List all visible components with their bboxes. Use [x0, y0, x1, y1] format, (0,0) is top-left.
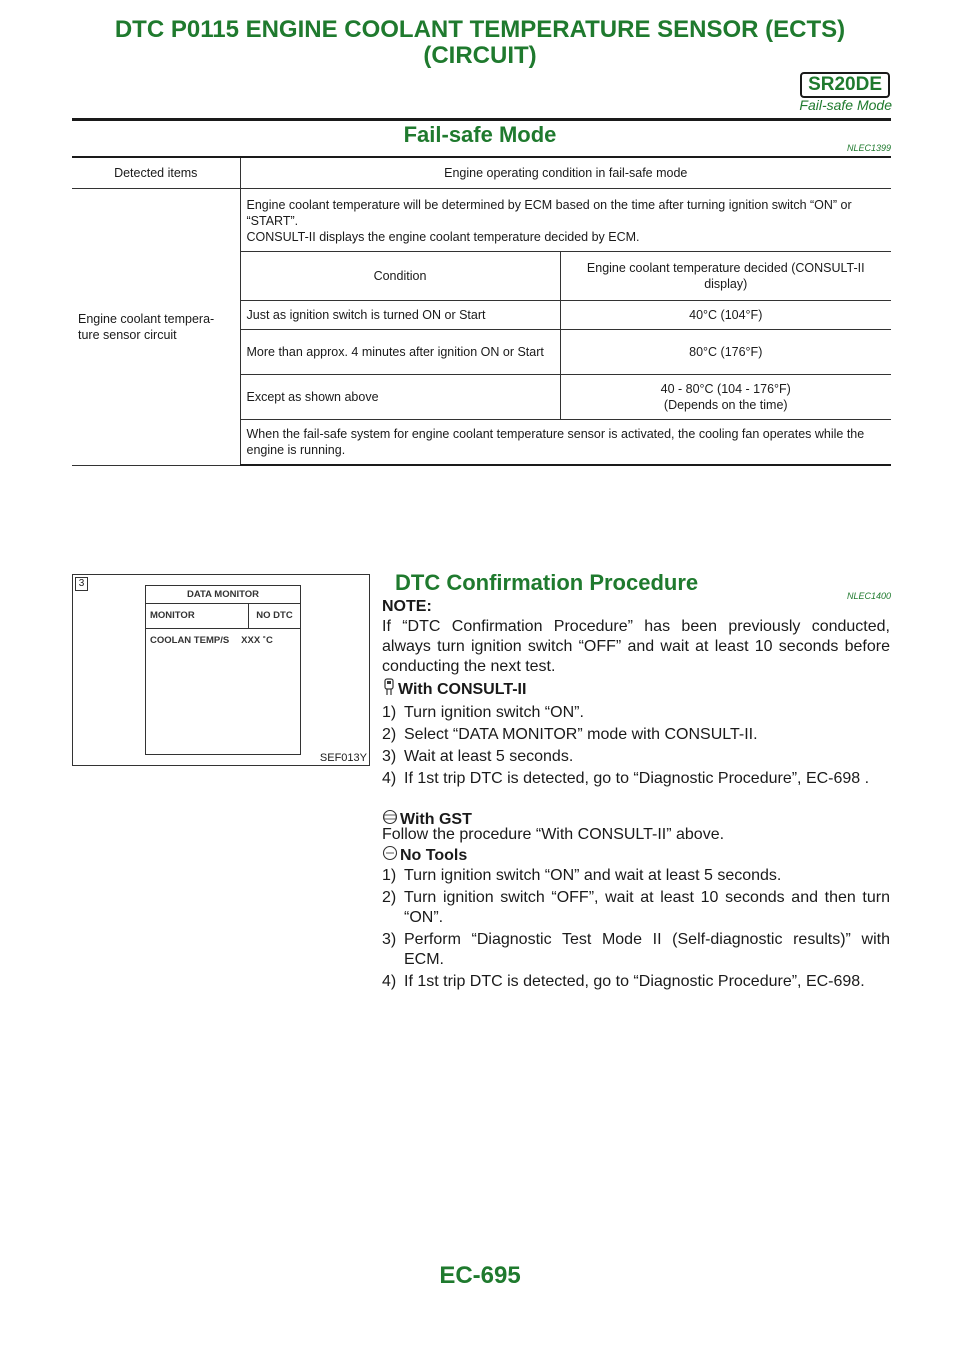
temperature-cell-2: 80°C (176°F): [560, 330, 891, 375]
figure-code: SEF013Y: [319, 752, 367, 764]
col-header-operating-condition: Engine operating condition in fail-safe mode: [240, 157, 891, 189]
step-number: 2): [382, 889, 397, 906]
condition-cell-2: More than approx. 4 minutes after ignition ON or Start: [240, 330, 560, 375]
page-header-title-line1: DTC P0115 ENGINE COOLANT TEMPERATURE SENSOR (ECTS): [114, 16, 846, 43]
no-tools-icon: [382, 845, 398, 867]
step-text: Turn ignition switch “ON” and wait at least 5 seconds.: [404, 867, 782, 884]
temperature-cell-1: 40°C (104°F): [560, 301, 891, 330]
monitor-header-row: [146, 604, 300, 629]
notools-step-1: [382, 866, 890, 886]
step-number: 1): [382, 704, 397, 721]
consult-step-3: [382, 747, 890, 767]
page-header-title-line2: (CIRCUIT): [423, 42, 537, 69]
step-number: 2): [382, 726, 397, 743]
step-text: Turn ignition switch “OFF”, wait at least 10 seconds and then turn “ON”.: [404, 889, 890, 926]
gst-text: Follow the procedure “With CONSULT-II” above.: [382, 826, 725, 843]
step-text: Turn ignition switch “ON”.: [404, 704, 584, 721]
sub-header-temperature: Engine coolant temperature decided (CONSULT-II display): [560, 252, 891, 301]
no-dtc-label: NO DTC: [256, 610, 293, 621]
step-number: 3): [382, 748, 397, 765]
failsafe-note-cell: When the fail-safe system for engine coolant temperature sensor is activated, the cooling fan operates while the engine is running.: [240, 420, 891, 466]
step-number: 4): [382, 770, 397, 787]
consult-screen-figure: [72, 574, 370, 766]
col-header-detected-items: Detected items: [72, 157, 240, 189]
failsafe-table: [72, 156, 891, 466]
consult-tool-icon: [382, 678, 396, 702]
step-text: If 1st trip DTC is detected, go to “Diagnostic Procedure”, EC-698 .: [404, 770, 870, 787]
monitor-item-row: [146, 629, 300, 652]
consult-step-4: [382, 769, 890, 789]
notools-step-2: [382, 888, 890, 928]
step-text: Select “DATA MONITOR” mode with CONSULT-II.: [404, 726, 758, 743]
step-text: If 1st trip DTC is detected, go to “Diagnostic Procedure”, EC-698.: [404, 973, 865, 990]
failsafe-intro-cell: Engine coolant temperature will be determined by ECM based on the time after turning ignition switch “ON” or “START”. CONSULT-II displays the engine coolant temperature decided by ECM.: [240, 189, 891, 252]
step-number: 1): [382, 867, 397, 884]
notools-heading-label: No Tools: [400, 847, 468, 865]
consult-step-1: [382, 703, 890, 723]
condition-cell-3: Except as shown above: [240, 375, 560, 420]
note-label: NOTE:: [382, 598, 432, 615]
figure-marker: 3: [75, 577, 88, 591]
consult-heading: [382, 678, 526, 702]
step-text: Perform “Diagnostic Test Mode II (Self-diagnostic results)” with ECM.: [404, 931, 890, 968]
sub-header-condition: Condition: [240, 252, 560, 301]
engine-badge: SR20DE: [800, 72, 890, 98]
page-number: EC-695: [439, 1262, 521, 1289]
step-text: Wait at least 5 seconds.: [404, 748, 574, 765]
header-subtitle: Fail-safe Mode: [799, 97, 892, 113]
step-number: 3): [382, 931, 397, 948]
notools-step-3: [382, 930, 890, 970]
temperature-cell-3: 40 - 80°C (104 - 176°F) (Depends on the time): [560, 375, 891, 420]
consult-heading-label: With CONSULT-II: [398, 681, 527, 699]
monitor-label: MONITOR: [146, 604, 249, 628]
note-text: If “DTC Confirmation Procedure” has been previously conducted, always turn ignition switch “OFF” and wait at least 10 seconds before conducting the next test.: [382, 618, 890, 675]
data-monitor-screen: [145, 585, 301, 755]
confirm-title: DTC Confirmation Procedure: [395, 570, 699, 595]
step-number: 4): [382, 973, 397, 990]
failsafe-ref: NLEC1399: [846, 143, 891, 153]
condition-cell-1: Just as ignition switch is turned ON or Start: [240, 301, 560, 330]
failsafe-title: Fail-safe Mode: [403, 122, 557, 147]
detected-item-cell: Engine coolant tempera- ture sensor circuit: [72, 189, 240, 466]
monitor-title: DATA MONITOR: [146, 586, 300, 604]
monitor-item-name: COOLAN TEMP/S: [150, 635, 230, 646]
notools-step-4: [382, 972, 890, 992]
notools-heading: [382, 845, 467, 867]
confirm-ref: NLEC1400: [846, 591, 891, 601]
consult-step-2: [382, 725, 890, 745]
gst-heading-label: With GST: [400, 811, 472, 829]
header-rule: [72, 118, 891, 121]
monitor-item-value: XXX ˚C: [241, 635, 273, 646]
